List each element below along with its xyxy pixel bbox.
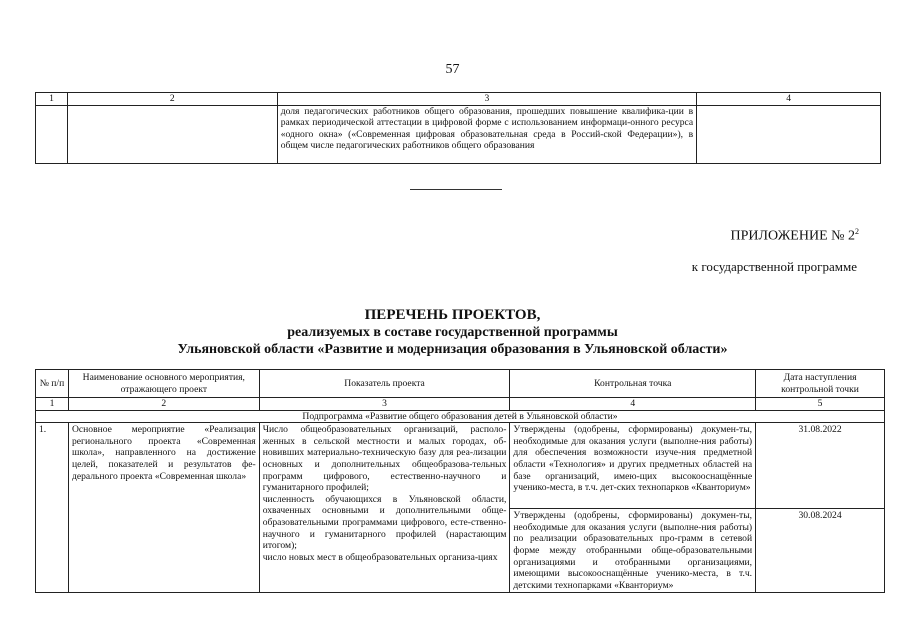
measure-cell: Основное мероприятие «Реализация регионального проекта «Современная школа», направленного на достижение целей, показателей и результатов фе-дерального проекта «Современная школа» [68,423,259,593]
appendix-title-text: ПРИЛОЖЕНИЕ № 2 [730,228,855,244]
col-number-4: 4 [510,398,756,411]
table-row [36,105,881,163]
col-2-number: 2 [67,93,277,106]
empty-cell [67,105,277,163]
table-row [36,423,885,593]
header-number: № п/п [36,370,69,398]
col-number-1: 1 [36,398,69,411]
document-heading [0,307,905,358]
header-checkpoint: Контрольная точка [510,370,756,398]
appendix-subtitle: к государственной программе [691,259,857,274]
row-number: 1. [36,423,69,593]
indicator-text: доля педагогических работников общего образования, прошедших повышение квалифика-ции в рамках периодической аттестации в цифровой форме с использованием информаци-онного ресурса «одного окна» («Современная цифровая образовательная среда в Россий-ской Федерации»), в общем числе педагогических работников общего образования [277,105,697,163]
header-date: Дата наступления контрольной точки [756,370,885,398]
table-header-row [36,93,881,106]
checkpoint-1: Утверждены (одобрены, сформированы) докумен-ты, необходимые для оказания услуги (выполне-ния работы) для обеспечения возможности изуче-ния предметной области «Технология» и других предметных областей на базе организаций, имею-щих высокооснащённые ученико-места, в т.ч. дет-ских технопарков «Кванториум» [510,423,755,509]
heading-line-3: Ульяновской области «Развитие и модернизация образования в Ульяновской области» [177,342,728,357]
col-1-number: 1 [36,93,68,106]
separator-line [410,189,502,190]
appendix-title [731,227,860,245]
header-indicator: Показатель проекта [259,370,510,398]
col-number-2: 2 [68,398,259,411]
projects-table [35,369,885,593]
col-number-3: 3 [259,398,510,411]
checkpoint-cell [510,423,756,593]
table-header-row [36,370,885,398]
appendix-superscript: 2 [855,227,859,236]
heading-line-2: реализуемых в составе государственной программы [287,325,618,340]
col-3-number: 3 [277,93,697,106]
indicator-cell: Число общеобразовательных организаций, располо-женных в сельской местности и малых городах, об-новивших материально-техническую базу для реа-лизации основных и дополнительных общеобразова-тельных программ цифрового, естественно-научного и гуманитарного профилей; численность обучающихся в Ульяновской области, охваченных основными и дополнительными обще-образовательными программами цифрового, есте-ственно-научного и гуманитарного профилей (нарастающим итогом); число новых мест в общеобразовательных организа-циях [259,423,510,593]
subprogram-title: Подпрограмма «Развитие общего образования детей в Ульяновской области» [36,410,885,423]
empty-cell [36,105,68,163]
page-number: 57 [445,62,460,77]
col-number-5: 5 [756,398,885,411]
checkpoint-2: Утверждены (одобрены, сформированы) докумен-ты, необходимые для оказания услуги (выполне-ния работы) по реализации образовательных про-грамм в сетевой форме между отобранными обще-образовательными организациями и отобранными организациями, имеющими высокооснащённые ученико-места, в т.ч. детскими технопарками «Кванториум» [513,510,753,591]
heading-line-1: ПЕРЕЧЕНЬ ПРОЕКТОВ, [364,307,541,323]
header-measure: Наименование основного мероприятия, отражающего проект [68,370,259,398]
continuation-table [35,92,881,164]
col-4-number: 4 [697,93,881,106]
empty-cell [697,105,881,163]
date-cell [756,423,885,593]
column-numbers-row [36,398,885,411]
date-1: 31.08.2022 [756,423,884,509]
subprogram-row [36,410,885,423]
date-2: 30.08.2024 [798,510,842,522]
